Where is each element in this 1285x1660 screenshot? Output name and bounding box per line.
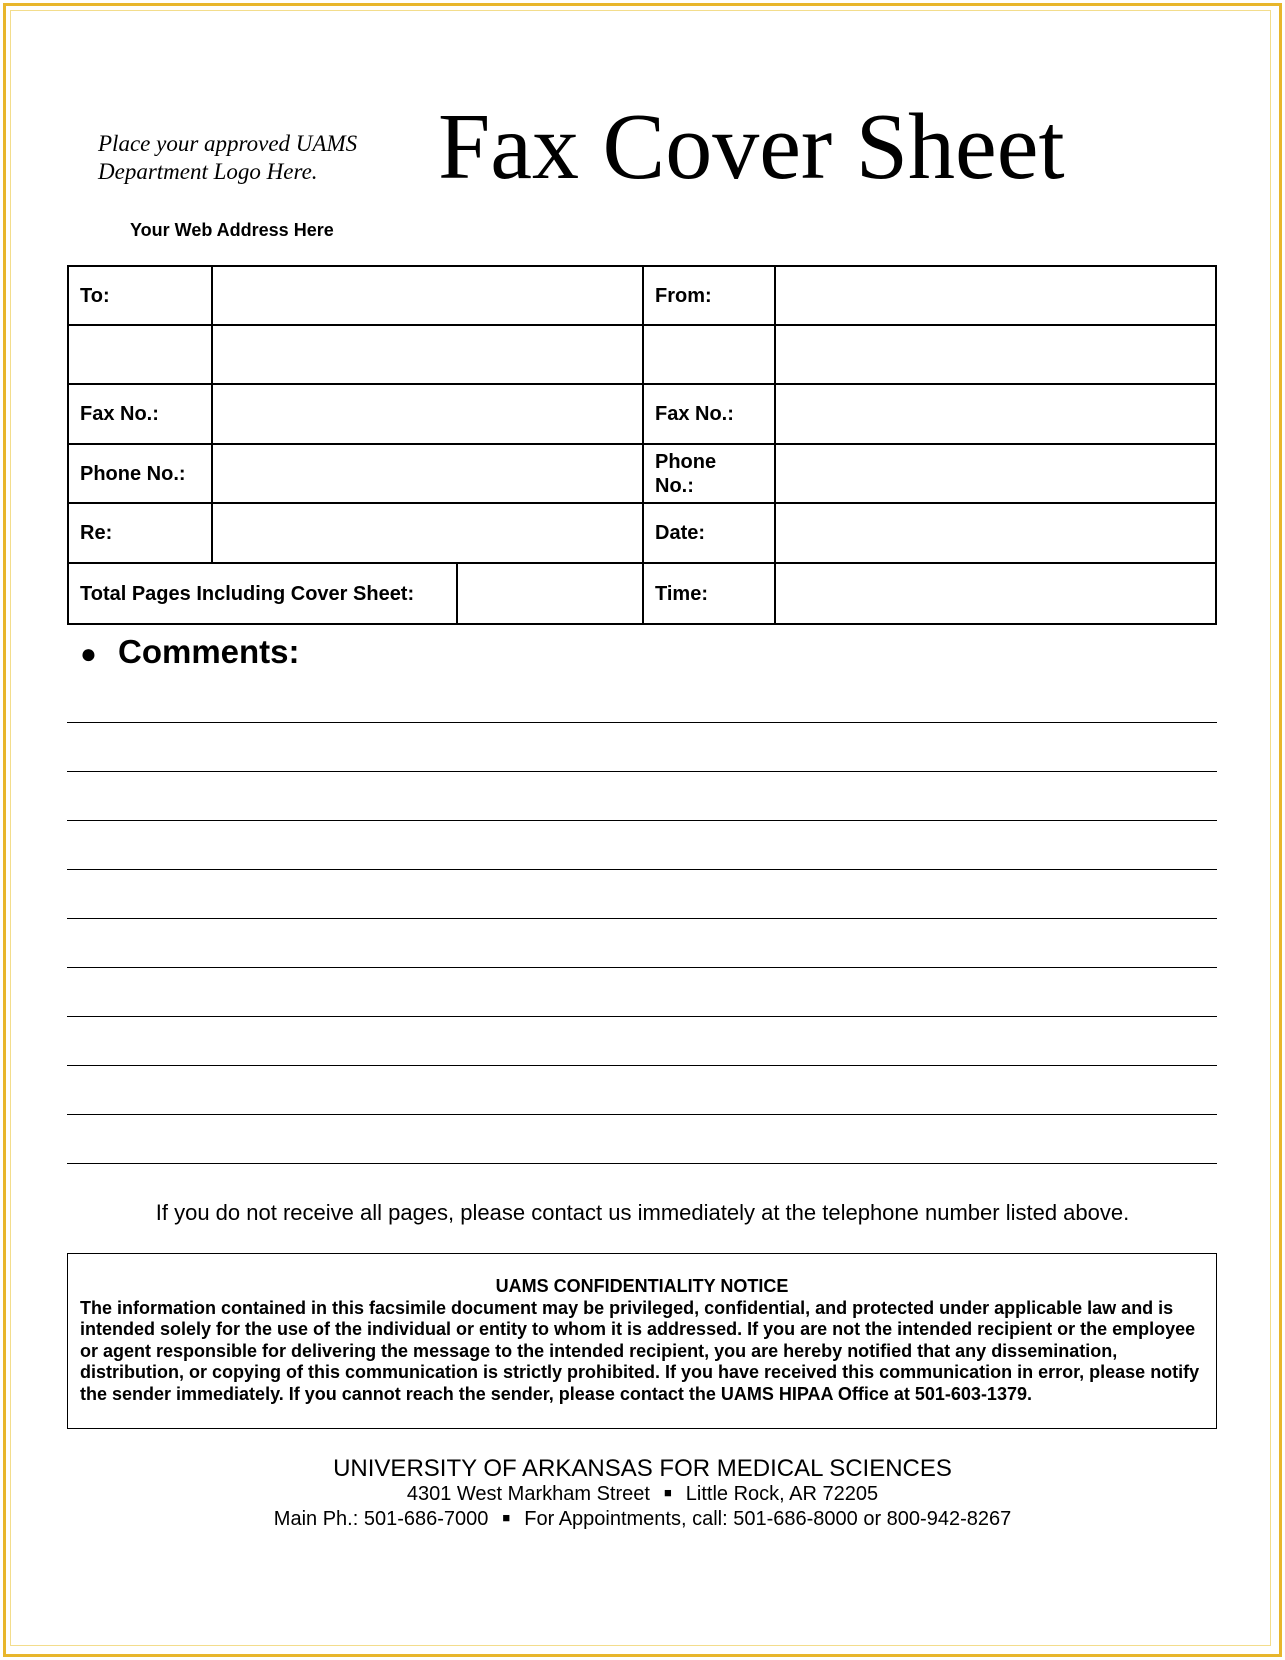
total-pages-label: Total Pages Including Cover Sheet: <box>80 582 415 605</box>
comment-line <box>67 918 1217 919</box>
comment-line <box>67 1016 1217 1017</box>
comment-line <box>67 820 1217 821</box>
comment-line <box>67 722 1217 723</box>
fax-details-table <box>67 265 1217 625</box>
address-line <box>0 1483 1285 1506</box>
main-phone: Main Ph.: 501-686-7000 <box>273 1508 489 1530</box>
phone-line <box>0 1508 1285 1531</box>
date-label: Date: <box>655 522 706 544</box>
from-fax-label: Fax No.: <box>655 403 734 425</box>
comment-line <box>67 869 1217 870</box>
notice-body: The information contained in this facsimile document may be privileged, confidential, and protected under applicable law and is intended solely for the use of the individual or entity to whom it is addressed. If you are not the intended recipient or the employee or agent responsible for delivering the message to the intended recipient, you are hereby notified that any dissemination, distribution, or copying of this communication is strictly prohibited. If you have received this communication in error, please notify the sender immediately. If you cannot reach the sender, please contact the UAMS HIPAA Office at 501-603-1379. <box>80 1297 1200 1404</box>
to-extra-field[interactable] <box>213 326 642 383</box>
square-separator-icon: ■ <box>663 1485 672 1500</box>
from-label: From: <box>655 284 712 307</box>
from-phone-field[interactable] <box>776 445 1215 502</box>
date-field[interactable] <box>776 504 1215 562</box>
to-phone-label: Phone No.: <box>80 462 186 485</box>
re-field[interactable] <box>213 504 642 562</box>
missing-pages-note: If you do not receive all pages, please contact us immediately at the telephone number listed above. <box>155 1200 1130 1225</box>
confidentiality-notice <box>67 1253 1217 1429</box>
logo-placeholder: Place your approved UAMS Department Logo Here. <box>98 131 358 184</box>
city-address: Little Rock, AR 72205 <box>685 1483 879 1505</box>
to-fax-field[interactable] <box>213 385 642 443</box>
from-extra-label <box>644 326 774 383</box>
street-address: 4301 West Markham Street <box>406 1483 650 1505</box>
from-fax-field[interactable] <box>776 385 1215 443</box>
appointments-phone: For Appointments, call: 501-686-8000 or 800-942-8267 <box>524 1508 1012 1530</box>
comment-line <box>67 771 1217 772</box>
comments-label: Comments: <box>118 633 300 670</box>
comment-line <box>67 967 1217 968</box>
from-field[interactable] <box>776 267 1215 324</box>
notice-title: UAMS CONFIDENTIALITY NOTICE <box>495 1276 789 1296</box>
from-extra-field[interactable] <box>776 326 1215 383</box>
time-label: Time: <box>655 582 708 605</box>
re-label: Re: <box>80 522 113 544</box>
university-name: UNIVERSITY OF ARKANSAS FOR MEDICAL SCIENCES <box>333 1455 952 1482</box>
comments-heading <box>80 632 300 674</box>
total-pages-field[interactable] <box>458 564 642 623</box>
web-address: Your Web Address Here <box>130 220 334 240</box>
comment-line <box>67 1114 1217 1115</box>
comment-line <box>67 1065 1217 1066</box>
time-field[interactable] <box>776 564 1215 623</box>
to-phone-field[interactable] <box>213 445 642 502</box>
to-field[interactable] <box>213 267 642 324</box>
square-separator-icon: ■ <box>502 1510 511 1525</box>
to-label: To: <box>80 284 110 307</box>
comment-line <box>67 1163 1217 1164</box>
to-fax-label: Fax No.: <box>80 403 159 425</box>
page-title: Fax Cover Sheet <box>438 95 1065 199</box>
to-extra-label <box>69 326 211 383</box>
bullet-icon: ● <box>80 638 97 669</box>
from-phone-label: Phone No.: <box>655 450 717 497</box>
